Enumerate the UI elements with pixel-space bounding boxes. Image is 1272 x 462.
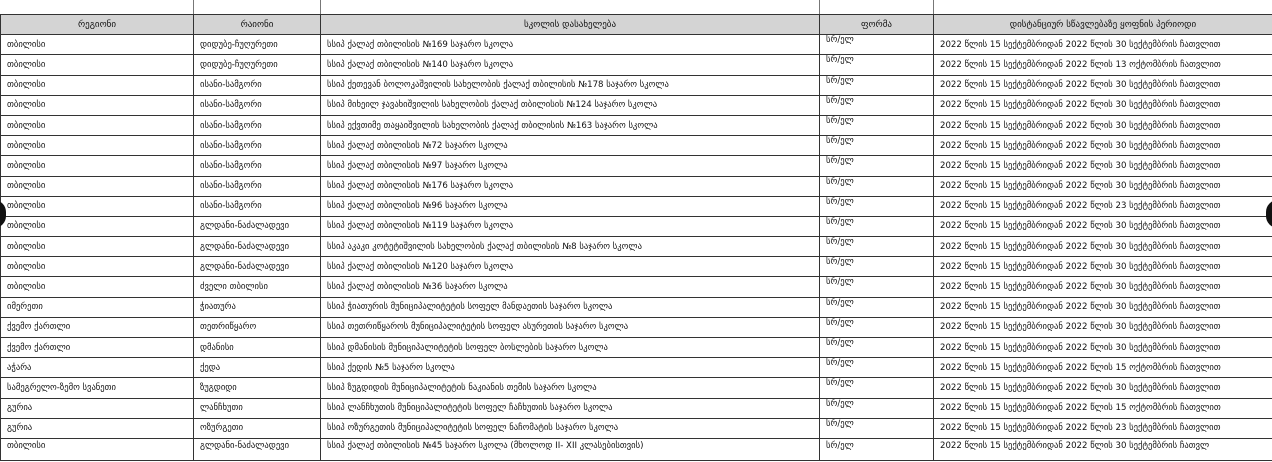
cell-form[interactable]: სრ/ელ	[820, 358, 934, 378]
cell-school[interactable]: სსიპ თეთრიწყაროს მუნიციპალიტეტის სოფელ ასურეთის საჯარო სკოლა	[321, 317, 820, 337]
cell-district[interactable]: ისანი-სამგორი	[194, 136, 321, 156]
table-row	[1, 418, 1272, 438]
header-school[interactable]: სკოლის დასახელება	[321, 15, 820, 35]
cell-region[interactable]: თბილისი	[1, 237, 194, 257]
table-row	[1, 398, 1272, 418]
cell-district[interactable]: გლდანი-ნაძალადევი	[194, 438, 321, 460]
cell-region[interactable]: თბილისი	[1, 277, 194, 297]
cell-period[interactable]: 2022 წლის 15 სექტემბრიდან 2022 წლის 30 სექტემბრის ჩათვლით	[934, 317, 1272, 337]
cell-region[interactable]: თბილისი	[1, 156, 194, 176]
cell-region[interactable]: თბილისი	[1, 257, 194, 277]
cell-region[interactable]: თბილისი	[1, 95, 194, 115]
cell-period[interactable]: 2022 წლის 15 სექტემბრიდან 2022 წლის 30 სექტემბრის ჩათვლით	[934, 378, 1272, 398]
cell-form[interactable]: სრ/ელ	[820, 216, 934, 236]
cell-school[interactable]: სსიპ ქალაქ თბილისის №119 საჯარო სკოლა	[321, 216, 820, 236]
cell-school[interactable]: სსიპ ქალაქ თბილისის №36 საჯარო სკოლა	[321, 277, 820, 297]
cell-period[interactable]: 2022 წლის 15 სექტემბრიდან 2022 წლის 30 სექტემბრის ჩათვლ	[934, 438, 1272, 460]
cell-region[interactable]: სამეგრელო-ზემო სვანეთი	[1, 378, 194, 398]
cell-form[interactable]: სრ/ელ	[820, 35, 934, 55]
cell-district[interactable]: ისანი-სამგორი	[194, 156, 321, 176]
cell-school[interactable]: სსიპ აკაკი კოტეტიშვილის სახელობის ქალაქ თბილისის №8 საჯარო სკოლა	[321, 237, 820, 257]
table-row	[1, 55, 1272, 75]
cell-district[interactable]: ისანი-სამგორი	[194, 95, 321, 115]
header-row	[1, 15, 1272, 35]
table-row	[1, 297, 1272, 317]
cell-period[interactable]: 2022 წლის 15 სექტემბრიდან 2022 წლის 30 სექტემბრის ჩათვლით	[934, 176, 1272, 196]
cell-district[interactable]: ისანი-სამგორი	[194, 196, 321, 216]
header-period[interactable]: დისტანციურ სწავლებაზე ყოფნის პერიოდი	[934, 15, 1272, 35]
cell-district[interactable]: გლდანი-ნაძალადევი	[194, 257, 321, 277]
cell-form[interactable]: სრ/ელ	[820, 398, 934, 418]
cell-form[interactable]: სრ/ელ	[820, 257, 934, 277]
table-row	[1, 257, 1272, 277]
schools-table	[0, 14, 1272, 461]
cell-period[interactable]: 2022 წლის 15 სექტემბრიდან 2022 წლის 30 სექტემბრის ჩათვლით	[934, 237, 1272, 257]
cell-period[interactable]: 2022 წლის 15 სექტემბრიდან 2022 წლის 15 ოქტომბრის ჩათვლით	[934, 358, 1272, 378]
table-row	[1, 317, 1272, 337]
cell-district[interactable]: ისანი-სამგორი	[194, 75, 321, 95]
table-row	[1, 75, 1272, 95]
cell-district[interactable]: გლდანი-ნაძალადევი	[194, 216, 321, 236]
table-row	[1, 338, 1272, 358]
cell-period[interactable]: 2022 წლის 15 სექტემბრიდან 2022 წლის 30 სექტემბრის ჩათვლით	[934, 257, 1272, 277]
cell-school[interactable]: სსიპ ქეთევან ბოლოკაშვილის სახელობის ქალაქ თბილისის №178 საჯარო სკოლა	[321, 75, 820, 95]
cell-region[interactable]: თბილისი	[1, 115, 194, 135]
header-district[interactable]: რაიონი	[194, 15, 321, 35]
cell-region[interactable]: ქვემო ქართლი	[1, 338, 194, 358]
cell-period[interactable]: 2022 წლის 15 სექტემბრიდან 2022 წლის 30 სექტემბრის ჩათვლით	[934, 115, 1272, 135]
cell-period[interactable]: 2022 წლის 15 სექტემბრიდან 2022 წლის 30 სექტემბრის ჩათვლით	[934, 216, 1272, 236]
cell-district[interactable]: ზუგდიდი	[194, 378, 321, 398]
top-strip	[0, 0, 1272, 14]
cell-district[interactable]: გლდანი-ნაძალადევი	[194, 237, 321, 257]
cell-region[interactable]: ქვემო ქართლი	[1, 317, 194, 337]
table-row	[1, 237, 1272, 257]
cell-form[interactable]: სრ/ელ	[820, 95, 934, 115]
cell-form[interactable]: სრ/ელ	[820, 75, 934, 95]
table-row	[1, 95, 1272, 115]
table-row	[1, 438, 1272, 460]
cell-form[interactable]: სრ/ელ	[820, 55, 934, 75]
cell-district[interactable]: ისანი-სამგორი	[194, 115, 321, 135]
cell-period[interactable]: 2022 წლის 15 სექტემბრიდან 2022 წლის 13 ოქტომბრის ჩათვლით	[934, 55, 1272, 75]
table-row	[1, 216, 1272, 236]
cell-region[interactable]: თბილისი	[1, 35, 194, 55]
cell-school[interactable]: სსიპ ექვთიმე თაყაიშვილის სახელობის ქალაქ თბილისის №163 საჯარო სკოლა	[321, 115, 820, 135]
cell-region[interactable]: აჭარა	[1, 358, 194, 378]
header-region[interactable]: რეგიონი	[1, 15, 194, 35]
cell-form[interactable]: სრ/ელ	[820, 277, 934, 297]
table-row	[1, 358, 1272, 378]
cell-period[interactable]: 2022 წლის 15 სექტემბრიდან 2022 წლის 30 სექტემბრის ჩათვლით	[934, 297, 1272, 317]
cell-period[interactable]: 2022 წლის 15 სექტემბრიდან 2022 წლის 30 სექტემბრის ჩათვლით	[934, 35, 1272, 55]
cell-period[interactable]: 2022 წლის 15 სექტემბრიდან 2022 წლის 23 სექტემბრის ჩათვლით	[934, 418, 1272, 438]
cell-school[interactable]: სსიპ ქალაქ თბილისის №169 საჯარო სკოლა	[321, 35, 820, 55]
cell-district[interactable]: თეთრიწყარო	[194, 317, 321, 337]
cell-school[interactable]: სსიპ ზუგდიდის მუნიციპალიტეტის ნაკიანის თემის საჯარო სკოლა	[321, 378, 820, 398]
table-row	[1, 176, 1272, 196]
cell-school[interactable]: სსიპ ქალაქ თბილისის №97 საჯარო სკოლა	[321, 156, 820, 176]
cell-school[interactable]: სსიპ ოზურგეთის მუნიციპალიტეტის სოფელ ნაჩომატის საჯარო სკოლა	[321, 418, 820, 438]
cell-region[interactable]: თბილისი	[1, 55, 194, 75]
cell-period[interactable]: 2022 წლის 15 სექტემბრიდან 2022 წლის 30 სექტემბრის ჩათვლით	[934, 75, 1272, 95]
cell-form[interactable]: სრ/ელ	[820, 297, 934, 317]
table-row	[1, 277, 1272, 297]
cell-form[interactable]: სრ/ელ	[820, 156, 934, 176]
cell-region[interactable]: თბილისი	[1, 75, 194, 95]
cell-district[interactable]: ქედა	[194, 358, 321, 378]
cell-form[interactable]: სრ/ელ	[820, 338, 934, 358]
cell-period[interactable]: 2022 წლის 15 სექტემბრიდან 2022 წლის 30 სექტემბრის ჩათვლით	[934, 277, 1272, 297]
table-row	[1, 196, 1272, 216]
cell-form[interactable]: სრ/ელ	[820, 115, 934, 135]
cell-school[interactable]: სსიპ ქალაქ თბილისის №96 საჯარო სკოლა	[321, 196, 820, 216]
cell-district[interactable]: ლანჩხუთი	[194, 398, 321, 418]
table-row	[1, 136, 1272, 156]
cell-form[interactable]: სრ/ელ	[820, 237, 934, 257]
cell-form[interactable]: სრ/ელ	[820, 136, 934, 156]
cell-form[interactable]: სრ/ელ	[820, 196, 934, 216]
cell-school[interactable]: სსიპ ლანჩხუთის მუნიციპალიტეტის სოფელ ჩაჩხუთის საჯარო სკოლა	[321, 398, 820, 418]
cell-region[interactable]: გურია	[1, 398, 194, 418]
cell-period[interactable]: 2022 წლის 15 სექტემბრიდან 2022 წლის 23 სექტემბრის ჩათვლით	[934, 196, 1272, 216]
cell-form[interactable]: სრ/ელ	[820, 378, 934, 398]
cell-district[interactable]: დიდუბე-ჩუღურეთი	[194, 55, 321, 75]
cell-period[interactable]: 2022 წლის 15 სექტემბრიდან 2022 წლის 30 სექტემბრის ჩათვლით	[934, 156, 1272, 176]
cell-region[interactable]: თბილისი	[1, 136, 194, 156]
cell-school[interactable]: სსიპ ქალაქ თბილისის №176 საჯარო სკოლა	[321, 176, 820, 196]
cell-school[interactable]: სსიპ ქალაქ თბილისის №72 საჯარო სკოლა	[321, 136, 820, 156]
cell-region[interactable]: თბილისი	[1, 196, 194, 216]
cell-form[interactable]: სრ/ელ	[820, 176, 934, 196]
cell-school[interactable]: სსიპ ქალაქ თბილისის №45 საჯარო სკოლა (მხოლოდ II- XII კლასებისთვის)	[321, 438, 820, 460]
cell-region[interactable]: გურია	[1, 418, 194, 438]
cell-school[interactable]: სსიპ ქალაქ თბილისის №140 საჯარო სკოლა	[321, 55, 820, 75]
cell-school[interactable]: სსიპ მიხეილ ჯავახიშვილის სახელობის ქალაქ თბილისის №124 საჯარო სკოლა	[321, 95, 820, 115]
cell-period[interactable]: 2022 წლის 15 სექტემბრიდან 2022 წლის 30 სექტემბრის ჩათვლით	[934, 95, 1272, 115]
cell-school[interactable]: სსიპ ქალაქ თბილისის №120 საჯარო სკოლა	[321, 257, 820, 277]
header-form[interactable]: ფორმა	[820, 15, 934, 35]
cell-school[interactable]: სსიპ ქედის №5 საჯარო სკოლა	[321, 358, 820, 378]
cell-district[interactable]: ძველი თბილისი	[194, 277, 321, 297]
cell-period[interactable]: 2022 წლის 15 სექტემბრიდან 2022 წლის 30 სექტემბრის ჩათვლით	[934, 136, 1272, 156]
cell-district[interactable]: ოზურგეთი	[194, 418, 321, 438]
cell-district[interactable]: ისანი-სამგორი	[194, 176, 321, 196]
cell-district[interactable]: ჭიათურა	[194, 297, 321, 317]
table-row	[1, 35, 1272, 55]
cell-school[interactable]: სსიპ ჭიათურის მუნიციპალიტეტის სოფელ მანდაეთის საჯარო სკოლა	[321, 297, 820, 317]
cell-form[interactable]: სრ/ელ	[820, 438, 934, 460]
cell-period[interactable]: 2022 წლის 15 სექტემბრიდან 2022 წლის 30 სექტემბრის ჩათვლით	[934, 338, 1272, 358]
cell-form[interactable]: სრ/ელ	[820, 418, 934, 438]
cell-region[interactable]: თბილისი	[1, 216, 194, 236]
cell-school[interactable]: სსიპ დმანისის მუნიციპალიტეტის სოფელ ბოსლების საჯარო სკოლა	[321, 338, 820, 358]
cell-region[interactable]: თბილისი	[1, 438, 194, 460]
cell-district[interactable]: დმანისი	[194, 338, 321, 358]
cell-period[interactable]: 2022 წლის 15 სექტემბრიდან 2022 წლის 15 ოქტომბრის ჩათვლით	[934, 398, 1272, 418]
table-row	[1, 378, 1272, 398]
table-row	[1, 156, 1272, 176]
table-row	[1, 115, 1272, 135]
cell-region[interactable]: იმერეთი	[1, 297, 194, 317]
cell-district[interactable]: დიდუბე-ჩუღურეთი	[194, 35, 321, 55]
cell-region[interactable]: თბილისი	[1, 176, 194, 196]
cell-form[interactable]: სრ/ელ	[820, 317, 934, 337]
